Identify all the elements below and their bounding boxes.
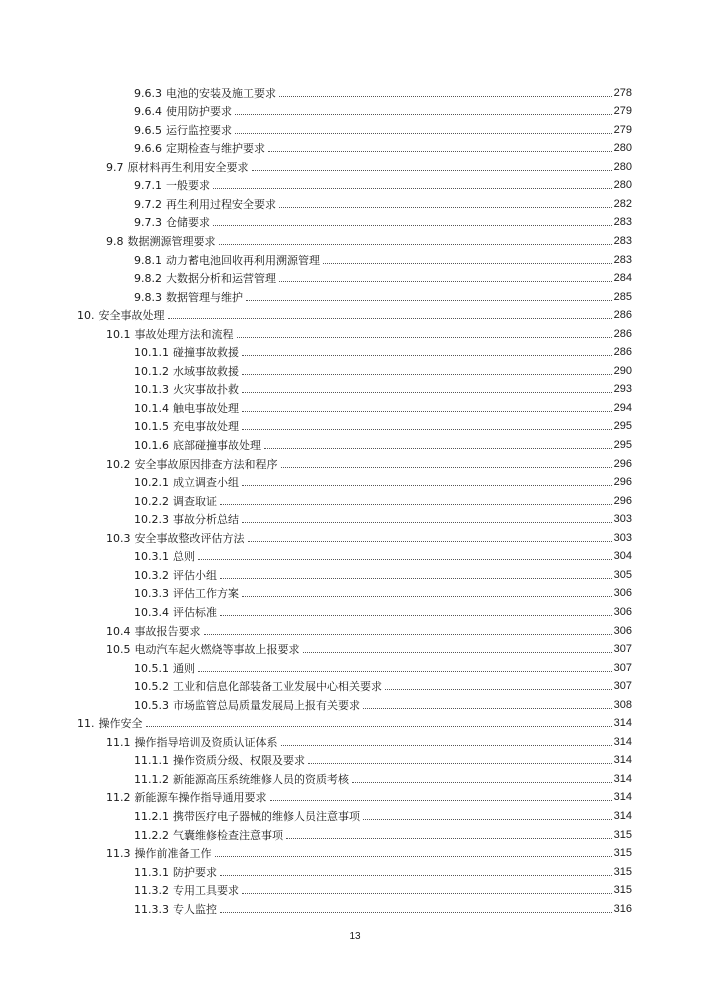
toc-entry-page: 307	[613, 680, 632, 693]
toc-entry-title: 操作指导培训及资质认证体系	[134, 735, 278, 749]
toc-dot-leader	[385, 689, 612, 690]
toc-entry-number: 10.2.3	[134, 513, 169, 527]
toc-entry-page: 279	[613, 105, 632, 118]
toc-entry-title: 使用防护要求	[166, 105, 232, 119]
toc-entry-page: 315	[613, 828, 632, 841]
toc-entry-page: 295	[613, 439, 632, 452]
toc-dot-leader	[220, 504, 612, 505]
toc-entry-title: 操作安全	[98, 717, 143, 731]
toc-entry-title: 数据溯源管理要求	[127, 234, 216, 248]
toc-entry-page: 314	[613, 810, 632, 823]
toc-entry-title: 调查取证	[173, 494, 217, 508]
toc-dot-leader	[242, 392, 612, 393]
toc-entry-title: 总则	[173, 550, 195, 564]
toc-entry-title: 新能源高压系统维修人员的资质考核	[173, 772, 349, 786]
toc-dot-leader	[242, 596, 612, 597]
toc-entry-number: 10.5.2	[134, 680, 169, 694]
toc-entry-title: 水域事故救援	[173, 364, 239, 378]
toc-entry-number: 11.2.2	[134, 828, 169, 842]
toc-entry-page: 314	[613, 772, 632, 785]
toc-entry-page: 315	[613, 865, 632, 878]
toc-entry-number: 11.	[77, 717, 95, 731]
toc-entry-number: 10.2.2	[134, 494, 169, 508]
toc-entry-page: 304	[613, 550, 632, 563]
toc-entry-title: 成立调查小组	[173, 476, 239, 490]
toc-dot-leader	[242, 429, 612, 430]
toc-entry-title: 动力蓄电池回收再利用溯源管理	[166, 253, 320, 267]
toc-entry-number: 10.3.3	[134, 587, 169, 601]
toc-dot-leader	[323, 263, 612, 264]
toc-entry-number: 9.7.1	[134, 179, 162, 193]
toc-entry-title: 工业和信息化部装备工业发展中心相关要求	[173, 680, 382, 694]
toc-entry-title: 安全事故整改评估方法	[134, 531, 245, 545]
toc-entry[interactable]	[134, 767, 632, 786]
toc-entry[interactable]	[134, 118, 632, 137]
toc-entry-number: 11.2	[106, 791, 131, 805]
toc-entry-number: 10.1.6	[134, 439, 169, 453]
toc-entry-number: 11.1.2	[134, 772, 169, 786]
toc-entry-number: 9.8.3	[134, 290, 162, 304]
toc-dot-leader	[363, 819, 612, 820]
toc-entry-number: 10.1	[106, 327, 131, 341]
toc-entry-number: 10.	[77, 309, 95, 323]
toc-dot-leader	[248, 541, 612, 542]
toc-dot-leader	[213, 188, 612, 189]
toc-entry[interactable]	[134, 192, 632, 211]
toc-entry-number: 10.3.1	[134, 550, 169, 564]
toc-entry-page: 286	[613, 346, 632, 359]
toc-entry-title: 气囊维修检查注意事项	[173, 828, 283, 842]
toc-entry-title: 电池的安装及施工要求	[166, 86, 276, 100]
toc-entry-page: 283	[613, 253, 632, 266]
toc-dot-leader	[303, 652, 612, 653]
toc-entry-page: 315	[613, 884, 632, 897]
toc-entry-title: 事故处理方法和流程	[134, 327, 234, 341]
toc-entry-page: 316	[613, 902, 632, 915]
toc-entry-title: 市场监管总局质量发展局上报有关要求	[173, 698, 360, 712]
toc-entry-page: 303	[613, 531, 632, 544]
toc-entry-number: 9.8.1	[134, 253, 162, 267]
toc-entry-title: 操作前准备工作	[134, 847, 212, 861]
toc-dot-leader	[252, 170, 612, 171]
page-number: 13	[349, 931, 361, 942]
toc-entry-title: 充电事故处理	[173, 420, 239, 434]
toc-entry-page: 283	[613, 234, 632, 247]
toc-entry-number: 11.3.1	[134, 865, 169, 879]
toc-entry-page: 279	[613, 123, 632, 136]
toc-dot-leader	[168, 318, 612, 319]
toc-entry[interactable]	[106, 638, 632, 657]
toc-dot-leader	[242, 893, 612, 894]
toc-dot-leader	[235, 114, 612, 115]
toc-entry-page: 306	[613, 605, 632, 618]
toc-dot-leader	[308, 763, 612, 764]
toc-entry-number: 11.3.3	[134, 902, 169, 916]
toc-entry[interactable]	[106, 619, 632, 638]
toc-entry-title: 评估小组	[173, 568, 217, 582]
toc-entry-number: 10.5	[106, 643, 131, 657]
toc-entry[interactable]	[134, 471, 632, 490]
toc-entry-title: 原材料再生利用安全要求	[127, 160, 249, 174]
toc-entry-title: 仓储要求	[166, 216, 210, 230]
toc-entry[interactable]	[134, 675, 632, 694]
toc-dot-leader	[242, 522, 612, 523]
toc-entry-number: 11.1	[106, 735, 131, 749]
toc-entry-page: 295	[613, 420, 632, 433]
toc-entry-number: 9.6.3	[134, 86, 162, 100]
toc-entry-title: 专人监控	[173, 902, 217, 916]
toc-entry-page: 308	[613, 698, 632, 711]
toc-entry[interactable]	[134, 100, 632, 119]
toc-dot-leader	[281, 745, 612, 746]
toc-entry[interactable]	[106, 155, 632, 174]
toc-dot-leader	[220, 912, 612, 913]
toc-dot-leader	[242, 411, 612, 412]
toc-entry-number: 10.3.2	[134, 568, 169, 582]
toc-entry-title: 运行监控要求	[166, 123, 232, 137]
toc-entry-page: 293	[613, 383, 632, 396]
toc-dot-leader	[235, 133, 612, 134]
toc-entry-number: 10.1.1	[134, 346, 169, 360]
toc-entry-number: 10.3.4	[134, 605, 169, 619]
toc-entry[interactable]	[134, 860, 632, 879]
toc-entry-page: 314	[613, 735, 632, 748]
toc-entry-number: 9.7	[106, 160, 124, 174]
toc-dot-leader	[242, 374, 612, 375]
toc-entry[interactable]	[134, 174, 632, 193]
toc-entry-number: 9.7.3	[134, 216, 162, 230]
toc-dot-leader	[215, 856, 612, 857]
toc-dot-leader	[213, 225, 612, 226]
toc-dot-leader	[281, 467, 612, 468]
toc-entry[interactable]	[134, 81, 632, 100]
toc-entry-page: 282	[613, 197, 632, 210]
toc-entry[interactable]	[134, 582, 632, 601]
toc-entry-page: 307	[613, 661, 632, 674]
toc-entry-number: 10.1.4	[134, 401, 169, 415]
toc-entry-number: 10.5.3	[134, 698, 169, 712]
toc-entry-title: 携带医疗电子器械的维修人员注意事项	[173, 810, 360, 824]
toc-entry[interactable]	[134, 693, 632, 712]
toc-entry-number: 11.3.2	[134, 884, 169, 898]
toc-entry-number: 10.2.1	[134, 476, 169, 490]
toc-entry[interactable]	[134, 211, 632, 230]
toc-entry-page: 305	[613, 568, 632, 581]
toc-entry[interactable]	[134, 879, 632, 898]
toc-entry-page: 307	[613, 643, 632, 656]
toc-entry-number: 11.1.1	[134, 754, 169, 768]
toc-entry-title: 事故分析总结	[173, 513, 239, 527]
toc-entry[interactable]	[106, 322, 632, 341]
toc-entry-title: 大数据分析和运营管理	[166, 272, 276, 286]
toc-entry-number: 10.5.1	[134, 661, 169, 675]
toc-dot-leader	[220, 578, 612, 579]
toc-entry[interactable]	[134, 508, 632, 527]
toc-dot-leader	[268, 151, 612, 152]
toc-entry-page: 315	[613, 847, 632, 860]
toc-entry[interactable]	[134, 433, 632, 452]
toc-entry[interactable]	[134, 415, 632, 434]
toc-entry-title: 评估标准	[173, 605, 217, 619]
toc-entry-number: 10.1.5	[134, 420, 169, 434]
toc-entry-page: 285	[613, 290, 632, 303]
toc-entry-title: 通则	[173, 661, 195, 675]
toc-entry[interactable]	[134, 600, 632, 619]
toc-dot-leader	[352, 782, 612, 783]
toc-entry-title: 碰撞事故救援	[173, 346, 239, 360]
toc-entry[interactable]	[134, 248, 632, 267]
toc-entry-title: 防护要求	[173, 865, 217, 879]
toc-entry[interactable]	[106, 842, 632, 861]
toc-entry[interactable]	[134, 804, 632, 823]
toc-entry-title: 评估工作方案	[173, 587, 239, 601]
toc-entry-title: 数据管理与维护	[166, 290, 243, 304]
toc-entry[interactable]	[134, 359, 632, 378]
toc-entry-title: 定期检查与维护要求	[166, 142, 265, 156]
toc-entry-page: 296	[613, 494, 632, 507]
toc-entry-title: 火灾事故扑救	[173, 383, 239, 397]
toc-entry-page: 290	[613, 364, 632, 377]
toc-entry-number: 10.3	[106, 531, 131, 545]
toc-entry-page: 314	[613, 754, 632, 767]
toc-entry[interactable]	[134, 656, 632, 675]
toc-entry-title: 操作资质分级、权限及要求	[173, 754, 305, 768]
toc-entry[interactable]	[134, 823, 632, 842]
toc-dot-leader	[198, 671, 612, 672]
toc-dot-leader	[279, 207, 612, 208]
toc-entry-number: 11.3	[106, 847, 131, 861]
toc-entry-page: 280	[613, 160, 632, 173]
toc-entry-page: 280	[613, 179, 632, 192]
toc-dot-leader	[204, 634, 612, 635]
toc-entry-number: 9.6.6	[134, 142, 162, 156]
toc-dot-leader	[237, 337, 612, 338]
toc-entry-page: 306	[613, 624, 632, 637]
toc-entry[interactable]	[106, 452, 632, 471]
toc-entry-number: 9.8	[106, 234, 124, 248]
toc-entry-page: 283	[613, 216, 632, 229]
toc-dot-leader	[146, 726, 612, 727]
toc-entry[interactable]	[134, 396, 632, 415]
toc-entry[interactable]	[134, 897, 632, 916]
toc-entry-page: 303	[613, 513, 632, 526]
toc-dot-leader	[219, 244, 612, 245]
toc-entry-title: 再生利用过程安全要求	[166, 197, 276, 211]
toc-entry[interactable]	[77, 712, 632, 731]
toc-dot-leader	[264, 448, 612, 449]
toc-entry-title: 事故报告要求	[134, 624, 201, 638]
toc-dot-leader	[220, 875, 612, 876]
toc-entry[interactable]	[134, 378, 632, 397]
toc-entry[interactable]	[106, 730, 632, 749]
toc-entry-page: 278	[613, 86, 632, 99]
toc-entry[interactable]	[106, 786, 632, 805]
toc-entry-title: 电动汽车起火燃烧等事故上报要求	[134, 643, 300, 657]
toc-dot-leader	[363, 708, 612, 709]
toc-dot-leader	[279, 96, 612, 97]
toc-entry[interactable]	[134, 267, 632, 286]
toc-entry-number: 10.2	[106, 457, 131, 471]
toc-entry[interactable]	[77, 304, 632, 323]
toc-entry-number: 9.7.2	[134, 197, 162, 211]
toc-dot-leader	[246, 300, 612, 301]
toc-entry-page: 286	[613, 327, 632, 340]
toc-entry-title: 安全事故处理	[98, 309, 165, 323]
toc-entry-title: 安全事故原因排查方法和程序	[134, 457, 278, 471]
toc-entry[interactable]	[134, 285, 632, 304]
toc-entry-number: 10.1.2	[134, 364, 169, 378]
toc-entry[interactable]	[134, 545, 632, 564]
toc-entry[interactable]	[134, 489, 632, 508]
toc-entry-page: 314	[613, 717, 632, 730]
toc-entry-page: 280	[613, 142, 632, 155]
toc-entry-page: 296	[613, 457, 632, 470]
toc-entry[interactable]	[134, 563, 632, 582]
toc-dot-leader	[279, 281, 612, 282]
toc-entry[interactable]	[106, 526, 632, 545]
toc-entry-number: 9.6.4	[134, 105, 162, 119]
toc-entry[interactable]	[106, 229, 632, 248]
toc-entry[interactable]	[134, 749, 632, 768]
toc-entry-page: 314	[613, 791, 632, 804]
toc-entry-page: 306	[613, 587, 632, 600]
toc-entry-title: 专用工具要求	[173, 884, 239, 898]
toc-dot-leader	[242, 355, 612, 356]
toc-entry-title: 底部碰撞事故处理	[173, 439, 261, 453]
toc-dot-leader	[286, 838, 612, 839]
toc-dot-leader	[220, 615, 612, 616]
toc-entry-number: 11.2.1	[134, 810, 169, 824]
toc-entry[interactable]	[134, 341, 632, 360]
toc-dot-leader	[242, 485, 612, 486]
toc-entry-number: 9.8.2	[134, 272, 162, 286]
toc-dot-leader	[270, 800, 612, 801]
toc-entry-title: 新能源车操作指导通用要求	[134, 791, 267, 805]
toc-entry-page: 294	[613, 401, 632, 414]
toc-entry-page: 284	[613, 272, 632, 285]
toc-entry-page: 286	[613, 309, 632, 322]
toc-entry[interactable]	[134, 137, 632, 156]
toc-entry-number: 10.4	[106, 624, 131, 638]
toc-entry-title: 一般要求	[166, 179, 210, 193]
toc-entry-number: 10.1.3	[134, 383, 169, 397]
toc-entry-page: 296	[613, 476, 632, 489]
toc-entry-title: 触电事故处理	[173, 401, 239, 415]
toc-dot-leader	[198, 559, 612, 560]
toc-entry-number: 9.6.5	[134, 123, 162, 137]
